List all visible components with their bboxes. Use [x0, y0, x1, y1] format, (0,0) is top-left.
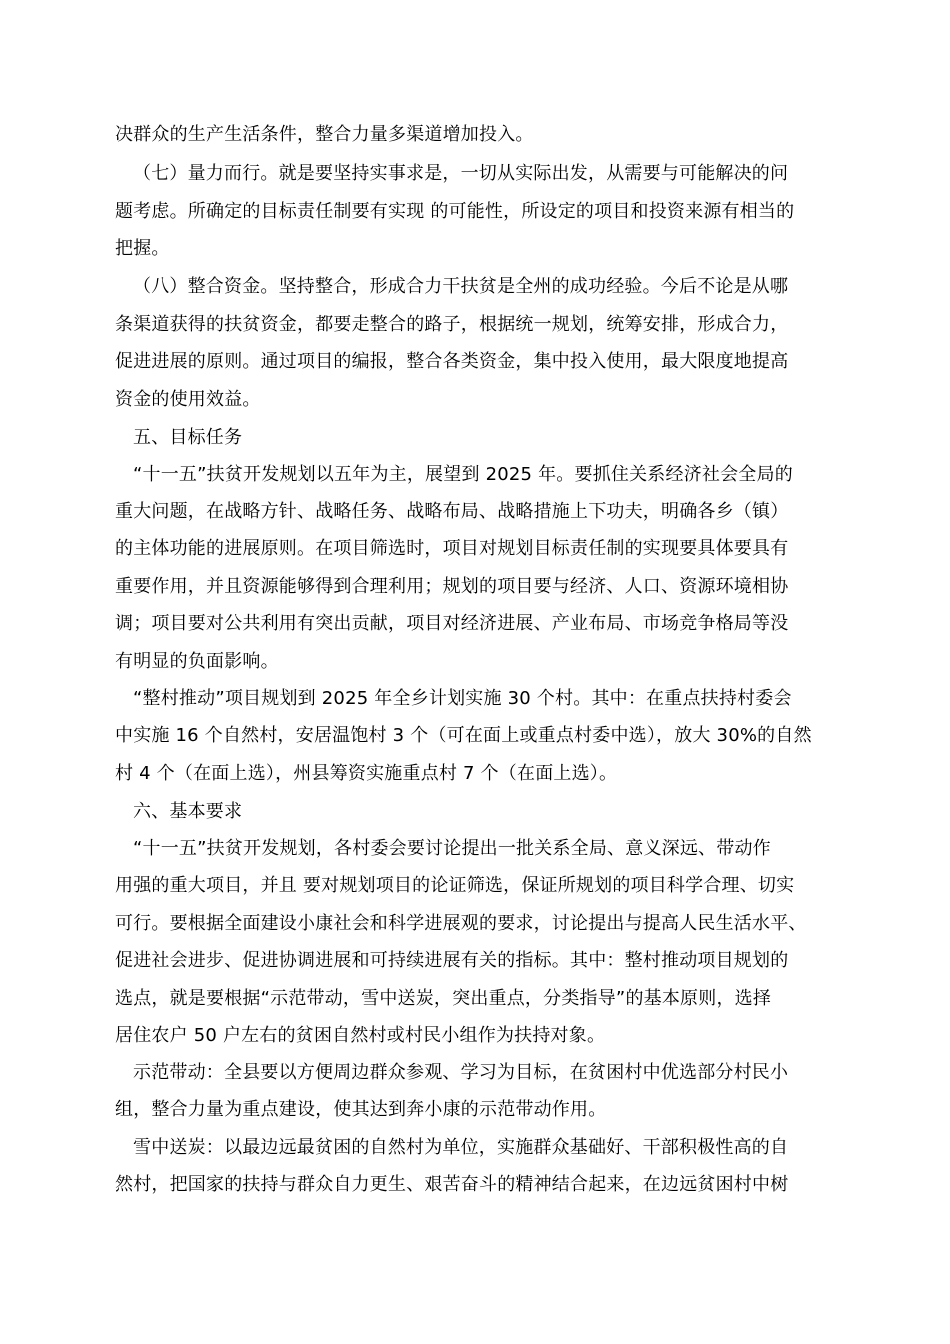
text-line: 村 4 个（在面上选），州县筹资实施重点村 7 个（在面上选）。	[115, 763, 618, 784]
text-line: 促进社会进步、促进协调进展和可持续进展有关的指标。其中：整村推动项目规划的	[115, 950, 789, 971]
text-line: 组，整合力量为重点建设，使其达到奔小康的示范带动作用。	[115, 1099, 607, 1120]
text-line: 选点，就是要根据“示范带动，雪中送炭，突出重点，分类指导”的基本原则，选择	[115, 988, 772, 1009]
text-line: 把握。	[115, 238, 170, 259]
text-line: （七）量力而行。就是要坚持实事求是，一切从实际出发，从需要与可能解决的问	[133, 163, 789, 184]
text-line: 决群众的生产生活条件，整合力量多渠道增加投入。	[115, 124, 534, 145]
text-line: 可行。要根据全面建设小康社会和科学进展观的要求，讨论提出与提高人民生活水平、	[115, 913, 807, 934]
text-line: 条渠道获得的扶贫资金，都要走整合的路子，根据统一规划，统筹安排，形成合力，	[115, 314, 789, 335]
text-line: 重大问题，在战略方针、战略任务、战略布局、战略措施上下功夫，明确各乡（镇）	[115, 501, 789, 522]
text-line: 示范带动：全县要以方便周边群众参观、学习为目标，在贫困村中优选部分村民小	[133, 1062, 789, 1083]
text-line: （八）整合资金。坚持整合，形成合力干扶贫是全州的成功经验。今后不论是从哪	[133, 276, 789, 297]
text-line: 资金的使用效益。	[115, 389, 261, 410]
text-line: “十一五”扶贫开发规划以五年为主，展望到 2025 年。要抓住关系经济社会全局的	[133, 464, 793, 485]
text-line: 中实施 16 个自然村，安居温饱村 3 个（可在面上或重点村委中选），放大 30%的自然	[115, 725, 812, 746]
text-line: 调；项目要对公共利用有突出贡献，项目对经济进展、产业布局、市场竞争格局等没	[115, 613, 789, 634]
text-line: 有明显的负面影响。	[115, 651, 279, 672]
text-line: 促进进展的原则。通过项目的编报，整合各类资金，集中投入使用，最大限度地提高	[115, 351, 789, 372]
section-heading: 五、目标任务	[133, 427, 243, 448]
text-line: 的主体功能的进展原则。在项目筛选时，项目对规划目标责任制的实现要具体要具有	[115, 538, 789, 559]
text-line: “整村推动”项目规划到 2025 年全乡计划实施 30 个村。其中：在重点扶持村委会	[133, 688, 792, 709]
text-line: 然村，把国家的扶持与群众自力更生、艰苦奋斗的精神结合起来，在边远贫困村中树	[115, 1174, 789, 1195]
text-line: “十一五”扶贫开发规划，各村委会要讨论提出一批关系全局、意义深远、带动作	[133, 838, 771, 859]
text-line: 重要作用，并且资源能够得到合理利用；规划的项目要与经济、人口、资源环境相协	[115, 576, 789, 597]
text-line: 雪中送炭：以最边远最贫困的自然村为单位，实施群众基础好、干部积极性高的自	[133, 1137, 789, 1158]
text-line: 用强的重大项目，并且 要对规划项目的论证筛选，保证所规划的项目科学合理、切实	[115, 875, 795, 896]
text-line: 居住农户 50 户左右的贫困自然村或村民小组作为扶持对象。	[115, 1025, 606, 1046]
text-line: 题考虑。所确定的目标责任制要有实现 的可能性，所设定的项目和投资来源有相当的	[115, 201, 795, 222]
section-heading: 六、基本要求	[133, 801, 243, 822]
